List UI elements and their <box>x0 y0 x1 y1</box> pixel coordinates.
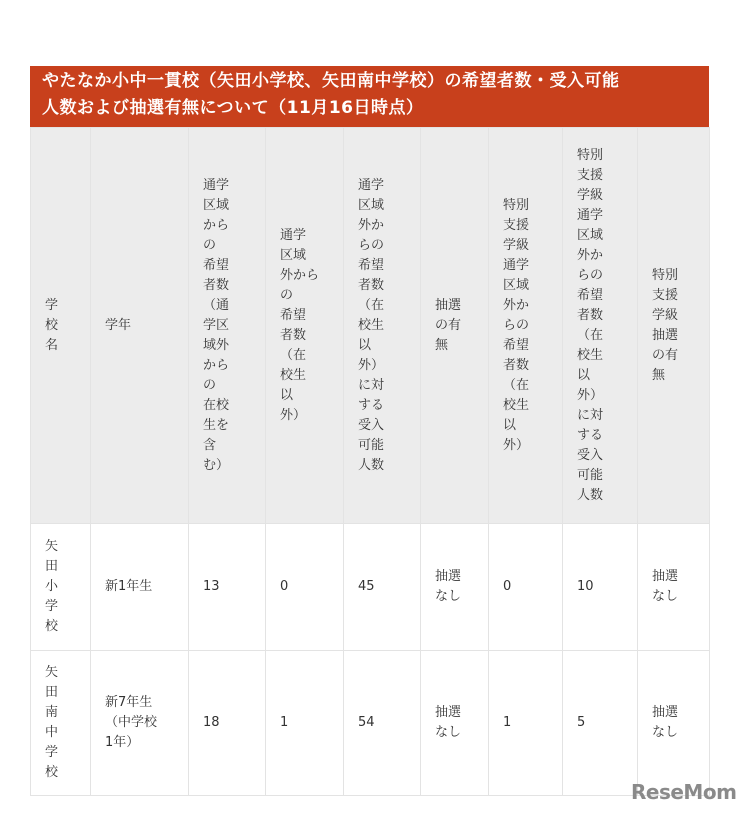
cell-school-name: 矢 田 南 中 学 校 <box>31 651 91 796</box>
cell-in-district-applicants: 13 <box>189 524 266 651</box>
cell-special-applicants: 0 <box>489 524 563 651</box>
cell-grade: 新1年生 <box>91 524 189 651</box>
cell-lottery: 抽選 なし <box>421 651 489 796</box>
table-container <box>30 66 709 796</box>
cell-lottery: 抽選 なし <box>421 524 489 651</box>
header-school-name: 学 校 名 <box>31 128 91 524</box>
header-in-district-applicants: 通学 区域 から の 希望 者数 （通 学区 域外 から の 在校 生を 含 む） <box>189 128 266 524</box>
cell-special-capacity: 10 <box>563 524 638 651</box>
header-out-district-capacity: 通学 区域 外か らの 希望 者数 （在 校生 以 外） に対 する 受入 可能 人数 <box>344 128 421 524</box>
cell-out-district-capacity: 45 <box>344 524 421 651</box>
table-row <box>31 524 710 651</box>
cell-grade: 新7年生 （中学校 1年） <box>91 651 189 796</box>
cell-in-district-applicants: 18 <box>189 651 266 796</box>
header-special-capacity: 特別 支援 学級 通学 区域 外か らの 希望 者数 （在 校生 以 外） に対 する 受入 可能 人数 <box>563 128 638 524</box>
applicant-table <box>30 127 710 796</box>
cell-school-name: 矢 田 小 学 校 <box>31 524 91 651</box>
header-out-district-applicants: 通学 区域 外から の 希望 者数 （在 校生 以 外） <box>266 128 344 524</box>
cell-special-lottery: 抽選 なし <box>638 524 710 651</box>
cell-special-applicants: 1 <box>489 651 563 796</box>
resemom-logo: ReseMom <box>631 780 737 804</box>
header-special-applicants: 特別 支援 学級 通学 区域 外か らの 希望 者数 （在 校生 以 外） <box>489 128 563 524</box>
cell-out-district-applicants: 1 <box>266 651 344 796</box>
cell-out-district-capacity: 54 <box>344 651 421 796</box>
table-caption: やたなか小中一貫校（矢田小学校、矢田南中学校）の希望者数・受入可能 人数および抽選有無について（11月16日時点） <box>30 66 709 127</box>
cell-special-capacity: 5 <box>563 651 638 796</box>
header-special-lottery: 特別 支援 学級 抽選 の有 無 <box>638 128 710 524</box>
cell-out-district-applicants: 0 <box>266 524 344 651</box>
header-row <box>31 128 710 524</box>
header-lottery: 抽選 の有 無 <box>421 128 489 524</box>
table-row <box>31 651 710 796</box>
header-grade: 学年 <box>91 128 189 524</box>
cell-special-lottery: 抽選 なし <box>638 651 710 796</box>
